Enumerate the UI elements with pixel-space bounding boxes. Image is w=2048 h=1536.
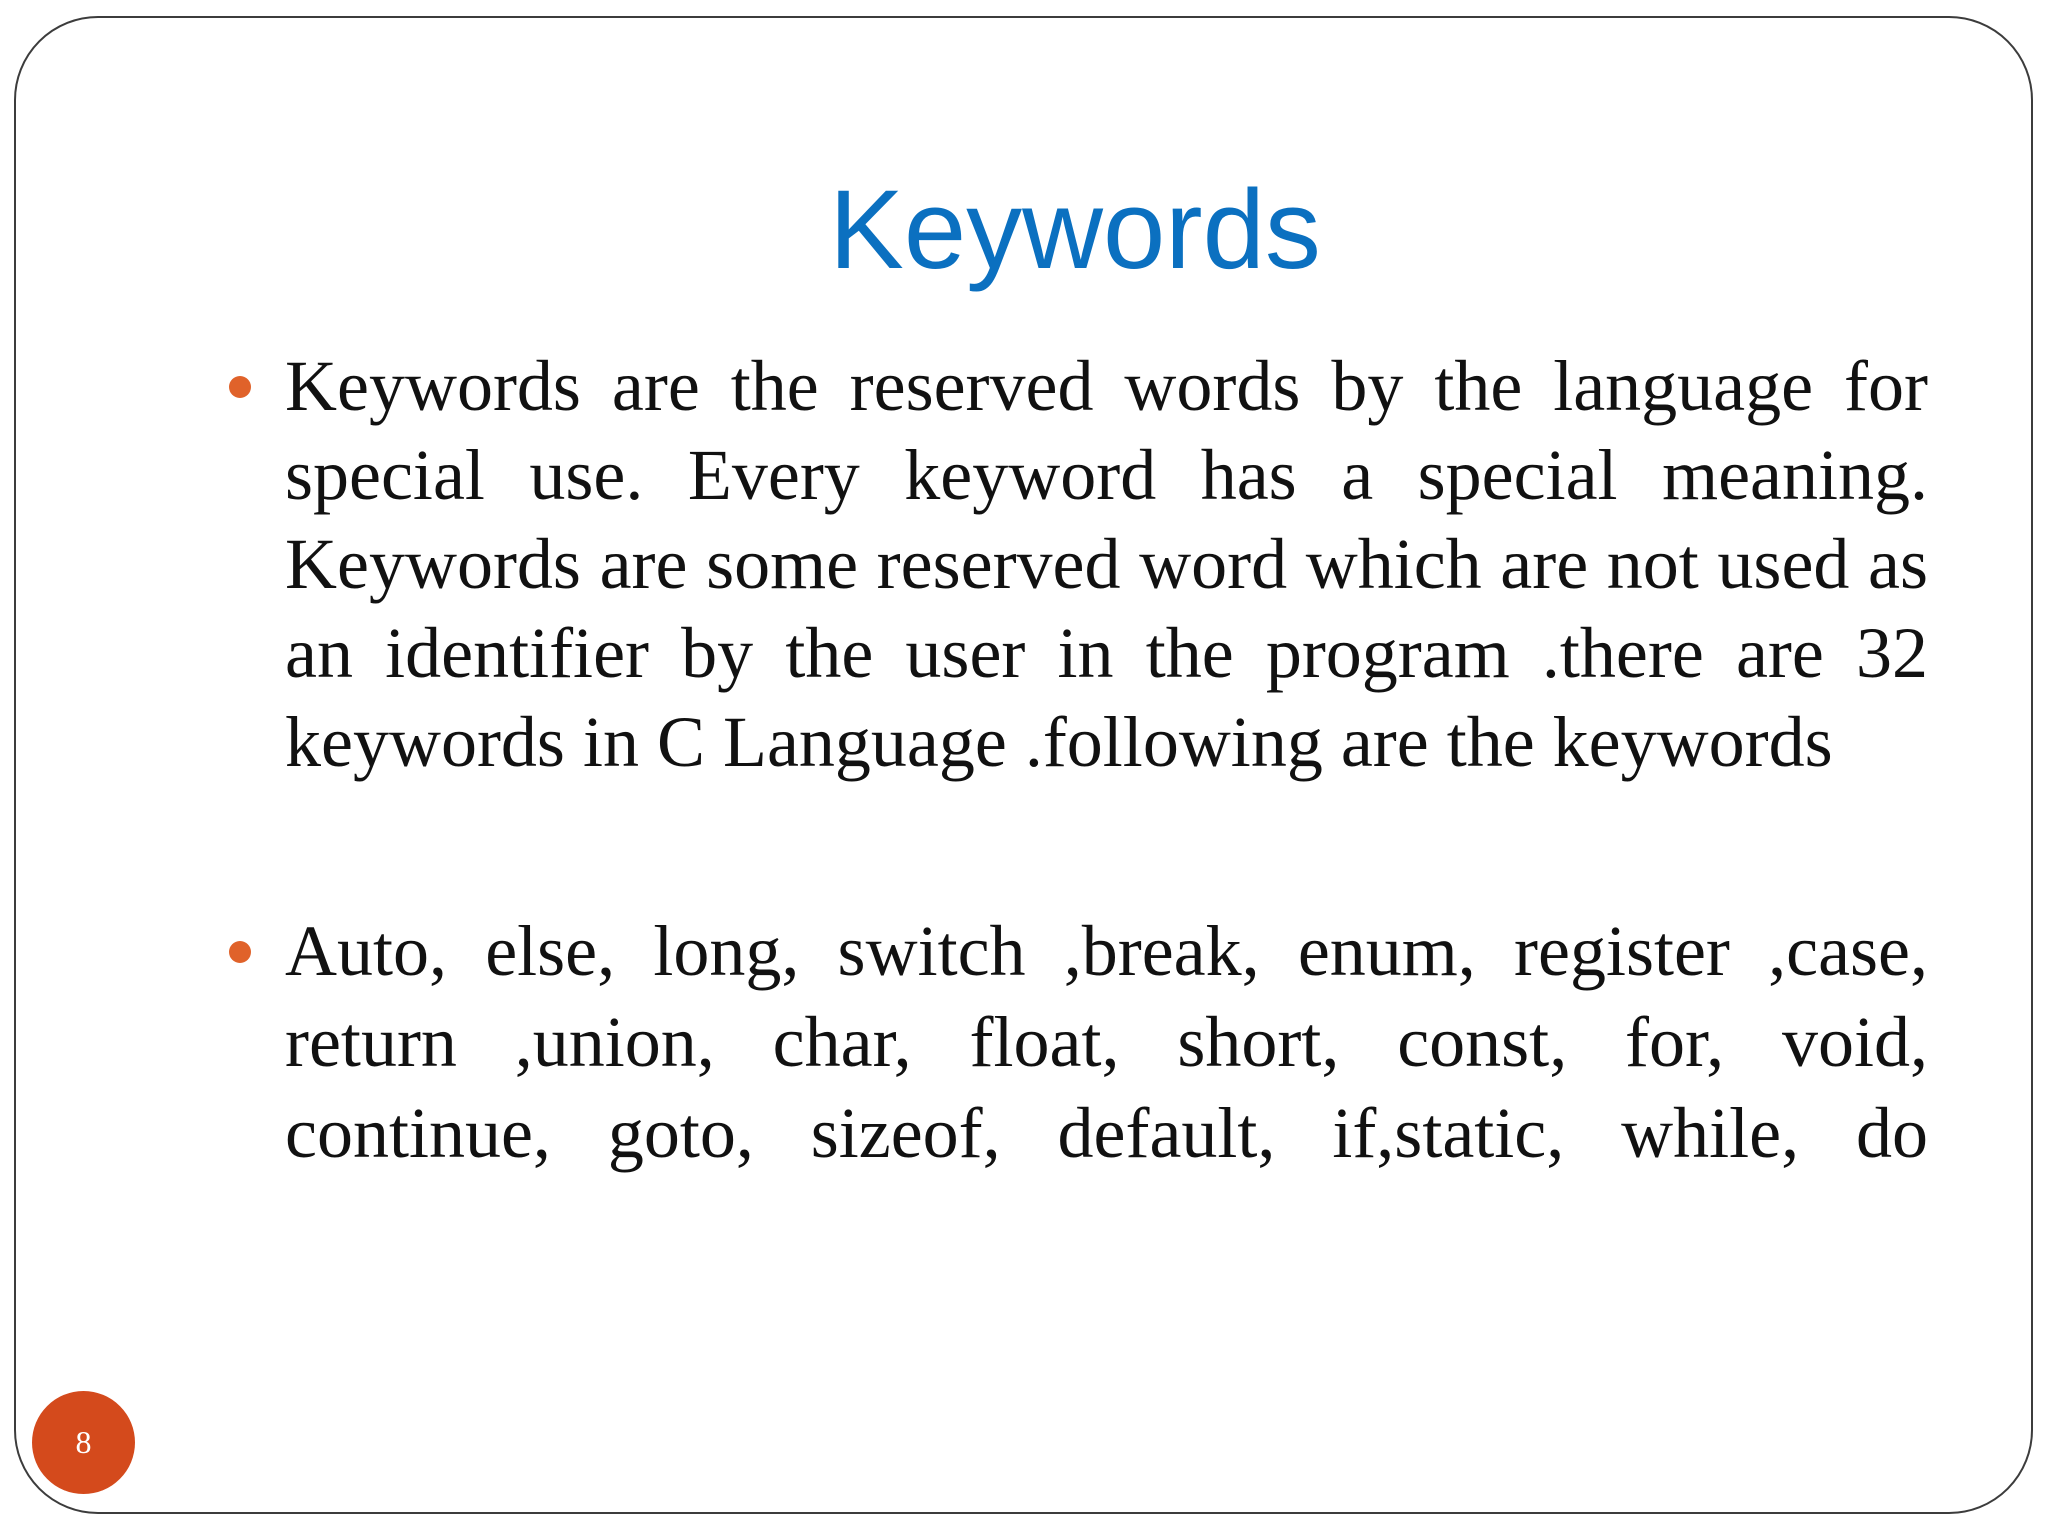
bullet-text-1: Keywords are the reserved words by the language for special use. Every keyword has a special meaning. Keywords are some reserved word which are not used as an identifier by the user in the program .there are 32 keywords in C Language .following are the keywords	[285, 346, 1928, 782]
bullet-marker-2	[229, 941, 251, 963]
page-number-badge: 8	[32, 1391, 135, 1494]
slide-title: Keywords	[829, 167, 1321, 292]
bullet-text-2: Auto, else, long, switch ,break, enum, register ,case, return ,union, char, float, short, const, for, void, continue, goto, sizeof, default, if,static, while, do	[285, 911, 1928, 1173]
bullet-marker-1	[229, 376, 251, 398]
